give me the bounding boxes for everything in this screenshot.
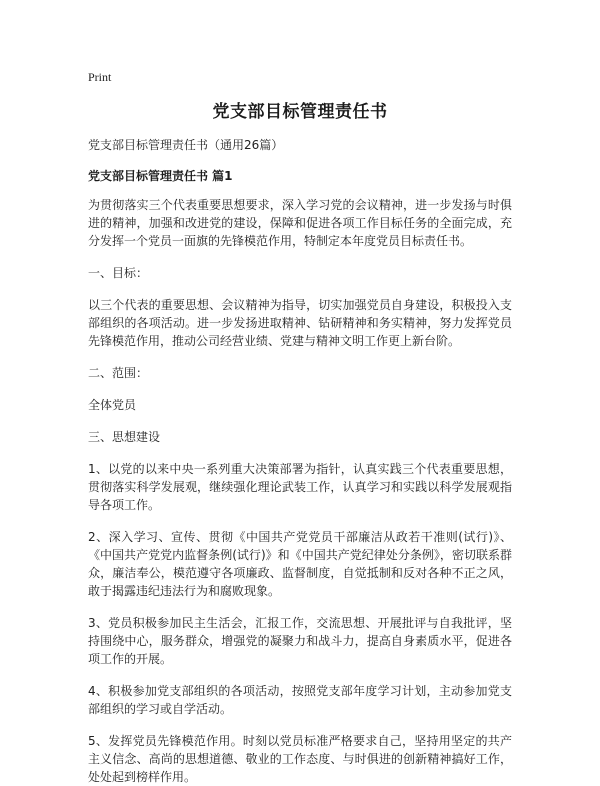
- heading-ideology: 三、思想建设: [88, 430, 161, 444]
- heading-scope: 二、范围：: [88, 366, 149, 380]
- heading-goals: 一、目标：: [88, 266, 149, 280]
- section-heading: 党支部目标管理责任书 篇1: [88, 169, 233, 183]
- item-2-paragraph: 2、深入学习、宣传、贯彻《中国共产党党员干部廉洁从政若干准则(试行)》、《中国共产党党内监督条例(试行)》和《中国共产党纪律处分条例》，密切联系群众，廉洁奉公，模范遵守各项廉政、监督制度，自觉抵制和反对各种不正之风，敢于揭露违纪违法行为和腐败现象。: [88, 530, 512, 598]
- document-subtitle: 党支部目标管理责任书（通用26篇）: [88, 138, 284, 152]
- intro-paragraph: 为贯彻落实三个代表重要思想要求，深入学习党的会议精神，进一步发扬与时俱进的精神，加强和改进党的建设，保障和促进各项工作目标任务的全面完成，充分发挥一个党员一面旗的先锋模范作用，特制定本年度党员目标责任书。: [88, 198, 512, 248]
- item-1-paragraph: 1、以党的以来中央一系列重大决策部署为指针，认真实践三个代表重要思想，贯彻落实科学发展观，继续强化理论武装工作，认真学习和实践以科学发展观指导各项工作。: [88, 462, 512, 512]
- item-5-paragraph: 5、发挥党员先锋模范作用。时刻以党员标准严格要求自己，坚持用坚定的共产主义信念、高尚的思想道德、敬业的工作态度、与时俱进的创新精神搞好工作，处处起到榜样作用。: [88, 734, 512, 784]
- item-4-paragraph: 4、积极参加党支部组织的各项活动，按照党支部年度学习计划，主动参加党支部组织的学习或自学活动。: [88, 684, 512, 716]
- document-title: 党支部目标管理责任书: [212, 102, 388, 122]
- item-3-paragraph: 3、党员积极参加民主生活会，汇报工作，交流思想、开展批评与自我批评，坚持围绕中心，服务群众，增强党的凝聚力和战斗力，提高自身素质水平，促进各项工作的开展。: [88, 616, 512, 666]
- goals-paragraph: 以三个代表的重要思想、会议精神为指导，切实加强党员自身建设，积极投入支部组织的各项活动。进一步发扬进取精神、钻研精神和务实精神，努力发挥党员先锋模范作用，推动公司经营业绩、党建与精神文明工作更上新台阶。: [88, 298, 512, 348]
- print-label[interactable]: Print: [88, 70, 112, 84]
- scope-paragraph: 全体党员: [88, 398, 137, 412]
